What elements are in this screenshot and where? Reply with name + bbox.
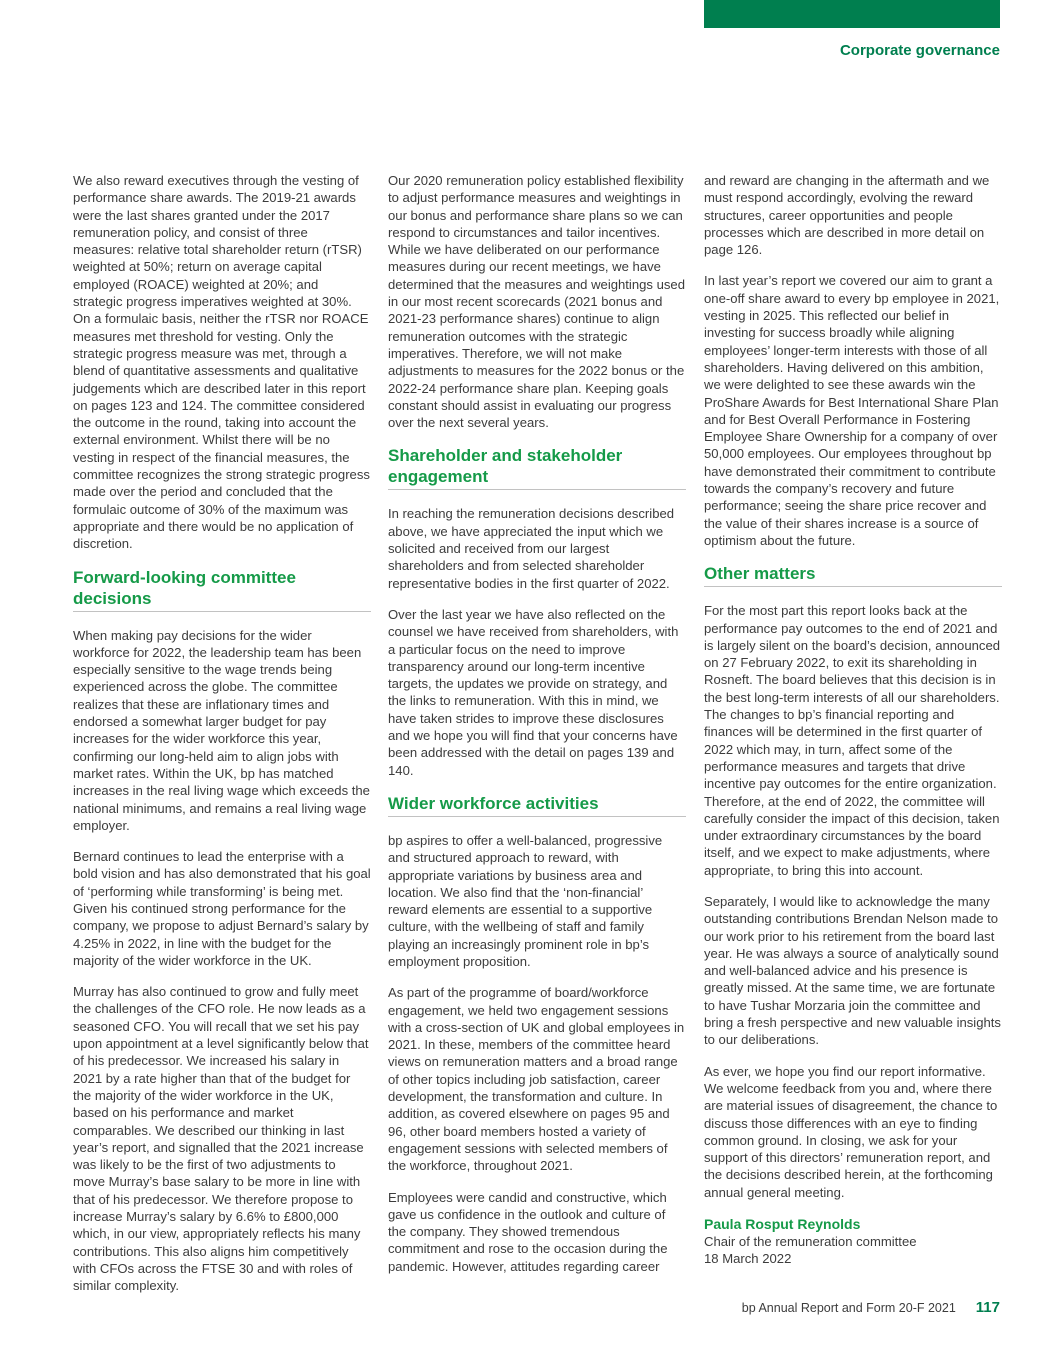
column-left xyxy=(73,172,371,1309)
heading-wider-workforce: Wider workforce activities xyxy=(388,793,686,817)
heading-other-matters: Other matters xyxy=(704,563,1002,587)
section-title: Corporate governance xyxy=(839,42,1000,59)
heading-forward-looking: Forward-looking committee decisions xyxy=(73,567,371,612)
paragraph: Murray has also continued to grow and fully meet the challenges of the CFO role. He now leads as a seasoned CFO. You will recall that we set his pay upon appointment at a level significantly below that of his predecessor. We increased his salary in 2021 by a rate higher than that of the budget for the majority of the wider workforce in the UK, based on his performance and market comparables. We described our thinking in last year’s report, and signalled that the 2021 increase was likely to be the first of two adjustments to move Murray’s base salary to be more in line with that of his predecessor. We therefore propose to increase Murray’s salary by 6.6% to £800,000 which, in our view, appropriately reflects his many contributions. This also aligns him competitively with CFOs across the FTSE 30 and with roles of similar complexity. xyxy=(73,984,369,1294)
paragraph: Separately, I would like to acknowledge the many outstanding contributions Brendan Nelson made to our work prior to his retirement from the board last year. He was always a source of analytically sound and well-balanced advice and his presence is greatly missed. At the same time, we are fortunate to have Tushar Morzaria join the committee and bring a fresh perspective and new valuable insights to our deliberations. xyxy=(704,893,1001,1048)
page-footer xyxy=(742,1299,1000,1316)
paragraph: Bernard continues to lead the enterprise with a bold vision and has also demonstrated that his goal of ‘performing while transforming’ is being met. Given his continued strong performance for the company, we propose to adjust Bernard’s salary by 4.25% in 2022, in line with the budget for the majority of the wider workforce in the UK. xyxy=(73,849,371,968)
signature-date: 18 March 2022 xyxy=(704,1251,792,1267)
paragraph: For the most part this report looks back at the performance pay outcomes to the end of 2021 and is largely silent on the board’s decision, announced on 27 February 2022, to exit its shareholding in Rosneft. The board believes that this decision is in the best long-term interests of all our shareholders. The changes to bp’s financial reporting and finances will be determined in the first quarter of 2022 which may, in turn, affect some of the performance measures and targets that drive incentive pay outcomes for the entire organization. Therefore, at the end of 2022, the committee will carefully consider the impact of this decision, taken under extraordinary circumstances by the board itself, and we expect to make adjustments, where appropriate, to bring this into account. xyxy=(704,603,1001,878)
column-right xyxy=(704,172,1002,1268)
paragraph: In last year’s report we covered our aim to grant a one-off share award to every bp employee in 2021, vesting in 2025. This reflected our belief in investing for success broadly while aligning employees’ longer-term interests with those of all shareholders. Having delivered on this ambition, we were delighted to see these awards win the ProShare Awards for Best International Share Plan and for Best Overall Performance in Fostering Employee Share Ownership for a company of over 50,000 employees. Our employees throughout bp have demonstrated their commitment to contribute towards the company’s recovery and future performance; seeing the share price recover and the value of their shares increase is a source of optimism about the future. xyxy=(704,273,1000,548)
paragraph: As ever, we hope you find our report informative. We welcome feedback from you and, where there are material issues of disagreement, the chance to discuss those differences with an eye to finding common ground. In closing, we ask for your support of this directors’ remuneration report, and the decisions described herein, at the forthcoming annual general meeting. xyxy=(704,1063,998,1200)
paragraph: and reward are changing in the aftermath and we must respond accordingly, evolving the reward structures, career opportunities and people processes which are described in more detail on page 126. xyxy=(704,173,990,258)
paragraph: Over the last year we have also reflected on the counsel we have received from shareholders, with a particular focus on the need to improve transparency around our long-term incentive targets, the updates we provide on strategy, and the links to remuneration. With this in mind, we have taken strides to improve these disclosures and we hope you will find that your concerns have been addressed with the detail on pages 139 and 140. xyxy=(388,606,679,778)
paragraph: When making pay decisions for the wider workforce for 2022, the leadership team has been especially sensitive to the wage trends being experienced across the globe. The committee realizes that these are inflationary times and endorsed a somewhat larger budget for pay increases for the wider workforce this year, confirming our long-held aim to align jobs with market rates. Within the UK, bp has matched increases in the real living wage which exceeds the national minimums, and remains a real living wage employer. xyxy=(73,627,370,833)
paragraph: bp aspires to offer a well-balanced, progressive and structured approach to reward, with appropriate variations by business area and location. We also find that the ‘non-financial’ reward elements are essential to a supportive culture, with the wellbeing of staff and family playing an increasingly prominent role in bp’s employment proposition. xyxy=(388,832,663,969)
signatory-title: Chair of the remuneration committee xyxy=(704,1234,917,1250)
paragraph: We also reward executives through the vesting of performance share awards. The 2019-21 awards were the last shares granted under the 2017 remuneration policy, and consist of three measures: relative total shareholder return (rTSR) weighted at 50%; return on average capital employed (ROACE) weighted at 20%; and strategic progress imperatives weighted at 30%. On a formulaic basis, neither the rTSR nor ROACE measures met threshold for vesting. Only the strategic progress measure was met, through a blend of quantitative assessments and qualitative judgements which are described later in this report on pages 123 and 124. The committee considered the outcome in the round, taking into account the external environment. Whilst there will be no vesting in respect of the financial measures, the committee recognizes the strong strategic progress made over the period and concluded that the formulaic outcome of 30% of the maximum was appropriate and there would be no application of discretion. xyxy=(73,173,370,552)
page-number: 117 xyxy=(975,1299,1000,1316)
signatory-name: Paula Rosput Reynolds xyxy=(704,1216,861,1233)
heading-shareholder-engagement: Shareholder and stakeholder engagement xyxy=(388,445,686,490)
paragraph: Employees were candid and constructive, which gave us confidence in the outlook and culture of the company. They showed tremendous commitment and rose to the occasion during the pandemic. However, attitudes regarding career xyxy=(388,1189,668,1274)
column-middle xyxy=(388,172,686,1289)
paragraph: Our 2020 remuneration policy established flexibility to adjust performance measures and weightings in our bonus and performance share plans so we can respond to circumstances and tailor incentives. While we have deliberated on our performance measures during our recent meetings, we have determined that the measures and weightings used in our most recent scorecards (2021 bonus and 2021-23 performance shares) continue to align remuneration outcomes with the strategic imperatives. Therefore, we will not make adjustments to measures for the 2022 bonus or the 2022-24 performance share plan. Keeping goals constant should assist in evaluating our progress over the next several years. xyxy=(388,173,685,431)
paragraph: In reaching the remuneration decisions described above, we have appreciated the input which we solicited and received from our largest shareholders and from selected shareholder representative bodies in the first quarter of 2022. xyxy=(388,506,675,591)
header-color-bar xyxy=(704,0,1000,28)
report-title: bp Annual Report and Form 20-F 2021 xyxy=(741,1301,956,1315)
paragraph: As part of the programme of board/workforce engagement, we held two engagement sessions with a cross-section of UK and global employees in 2021. In these, members of the committee heard views on remuneration matters and a broad range of other topics including job satisfaction, career development, the transformation and culture. In addition, as covered elsewhere on pages 95 and 96, other board members hosted a variety of engagement sessions with selected members of the workforce, throughout 2021. xyxy=(388,985,685,1174)
